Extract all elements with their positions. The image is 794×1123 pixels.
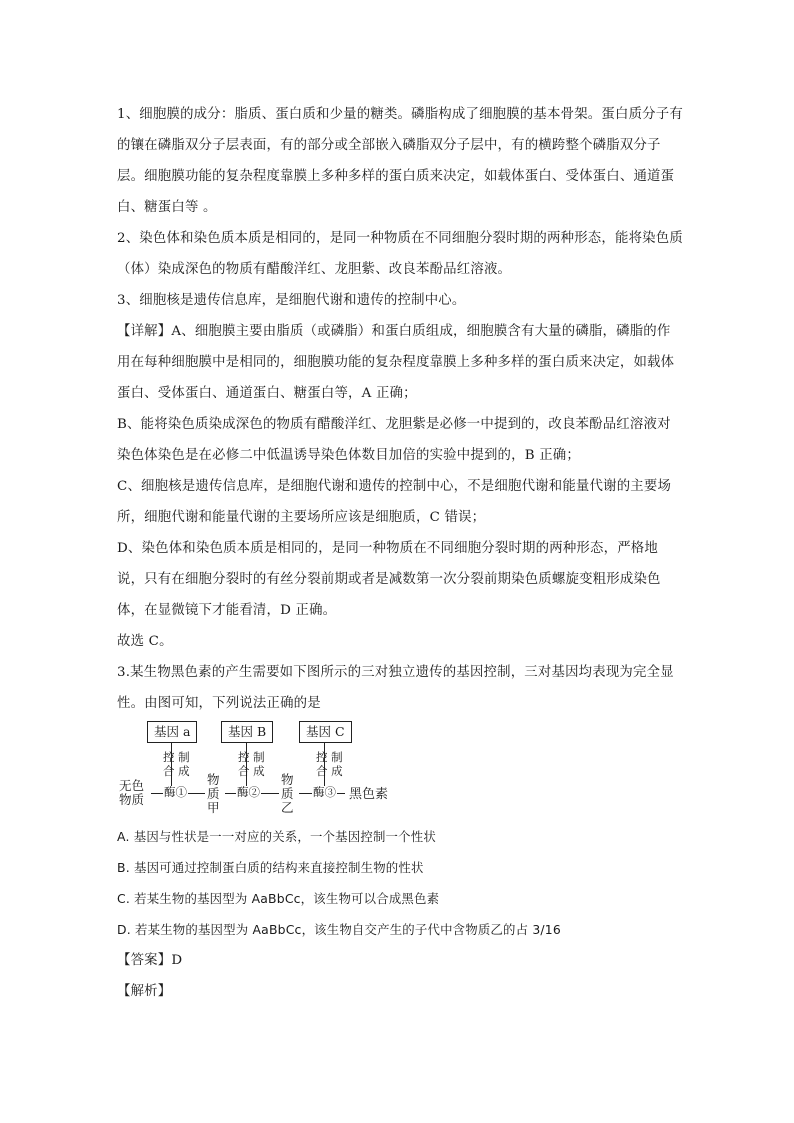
analysis-heading: 【解析】 [117,984,172,999]
gene-a-box: 基因 a [147,721,197,743]
synthesize-label-3: 合 成 [316,764,343,778]
substance-yi: 物质乙 [281,772,294,815]
document-body [117,99,683,1007]
gene-pathway-diagram [119,721,419,821]
detail-paragraph-a: 【详解】A、细胞膜主要由脂质（或磷脂）和蛋白质组成，细胞膜含有大量的磷脂，磷脂的作用在每种细胞膜中是相同的，细胞膜功能的复杂程度靠膜上多种多样的蛋白质来决定，如载体蛋白、受体蛋白、通道蛋白、糖蛋白等，A 正确； [117,324,675,401]
melanin-label: 黑色素 [349,787,389,802]
option-d: D. 若某生物的基因型为 AaBbCc，该生物自交产生的子代中含物质乙的占 3/16 [117,922,561,937]
option-c: C. 若某生物的基因型为 AaBbCc，该生物可以合成黑色素 [117,891,440,906]
conclusion: 故选 C。 [117,634,173,649]
question-3-stem: 3.某生物黑色素的产生需要如下图所示的三对独立遗传的基因控制，三对基因均表现为完全显性。由图可知，下列说法正确的是 [117,665,674,711]
control-label-1: 控 制 [163,750,190,764]
option-a: A. 基因与性状是一一对应的关系，一个基因控制一个性状 [117,829,436,844]
colorless-substance: 无色物质 [119,778,145,807]
gene-c-box: 基因 C [299,721,352,743]
option-b: B. 基因可通过控制蛋白质的结构来直接控制生物的性状 [117,860,424,875]
control-label-2: 控 制 [238,750,265,764]
control-label-3: 控 制 [316,750,343,764]
paragraph-3: 3、细胞核是遗传信息库，是细胞代谢和遗传的控制中心。 [117,293,466,308]
answer: 【答案】D [117,953,183,968]
substance-jia: 物质甲 [207,772,220,815]
enzyme-1-label: 酶① [164,785,187,799]
paragraph-2: 2、染色体和染色质本质是相同的，是同一种物质在不同细胞分裂时期的两种形态，能将染色质（体）染成深色的物质有醋酸洋红、龙胆紫、改良苯酚品红溶液。 [117,231,683,277]
enzyme-3-label: 酶③ [313,785,336,799]
synthesize-label-1: 合 成 [163,764,190,778]
detail-paragraph-d: D、染色体和染色质本质是相同的，是同一种物质在不同细胞分裂时期的两种形态，严格地说，只有在细胞分裂时的有丝分裂前期或者是减数第一次分裂前期染色质螺旋变粗形成染色体，在显微镜下才能看清，D 正确。 [117,541,661,618]
gene-b-box: 基因 B [221,721,273,743]
detail-paragraph-c: C、细胞核是遗传信息库，是细胞代谢和遗传的控制中心，不是细胞代谢和能量代谢的主要场所，细胞代谢和能量代谢的主要场所应该是细胞质，C 错误； [117,479,672,525]
synthesize-label-2: 合 成 [238,764,265,778]
enzyme-2-label: 酶② [237,785,260,799]
detail-paragraph-b: B、能将染色质染成深色的物质有醋酸洋红、龙胆紫是必修一中提到的，改良苯酚品红溶液对染色体染色是在必修二中低温诱导染色体数目加倍的实验中提到的，B 正确； [117,417,671,463]
paragraph-1: 1、细胞膜的成分：脂质、蛋白质和少量的糖类。磷脂构成了细胞膜的基本骨架。蛋白质分子有的镶在磷脂双分子层表面，有的部分或全部嵌入磷脂双分子层中，有的横跨整个磷脂双分子层。细胞膜功能的复杂程度靠膜上多种多样的蛋白质来决定，如载体蛋白、受体蛋白、通道蛋白、糖蛋白等 。 [117,107,683,215]
